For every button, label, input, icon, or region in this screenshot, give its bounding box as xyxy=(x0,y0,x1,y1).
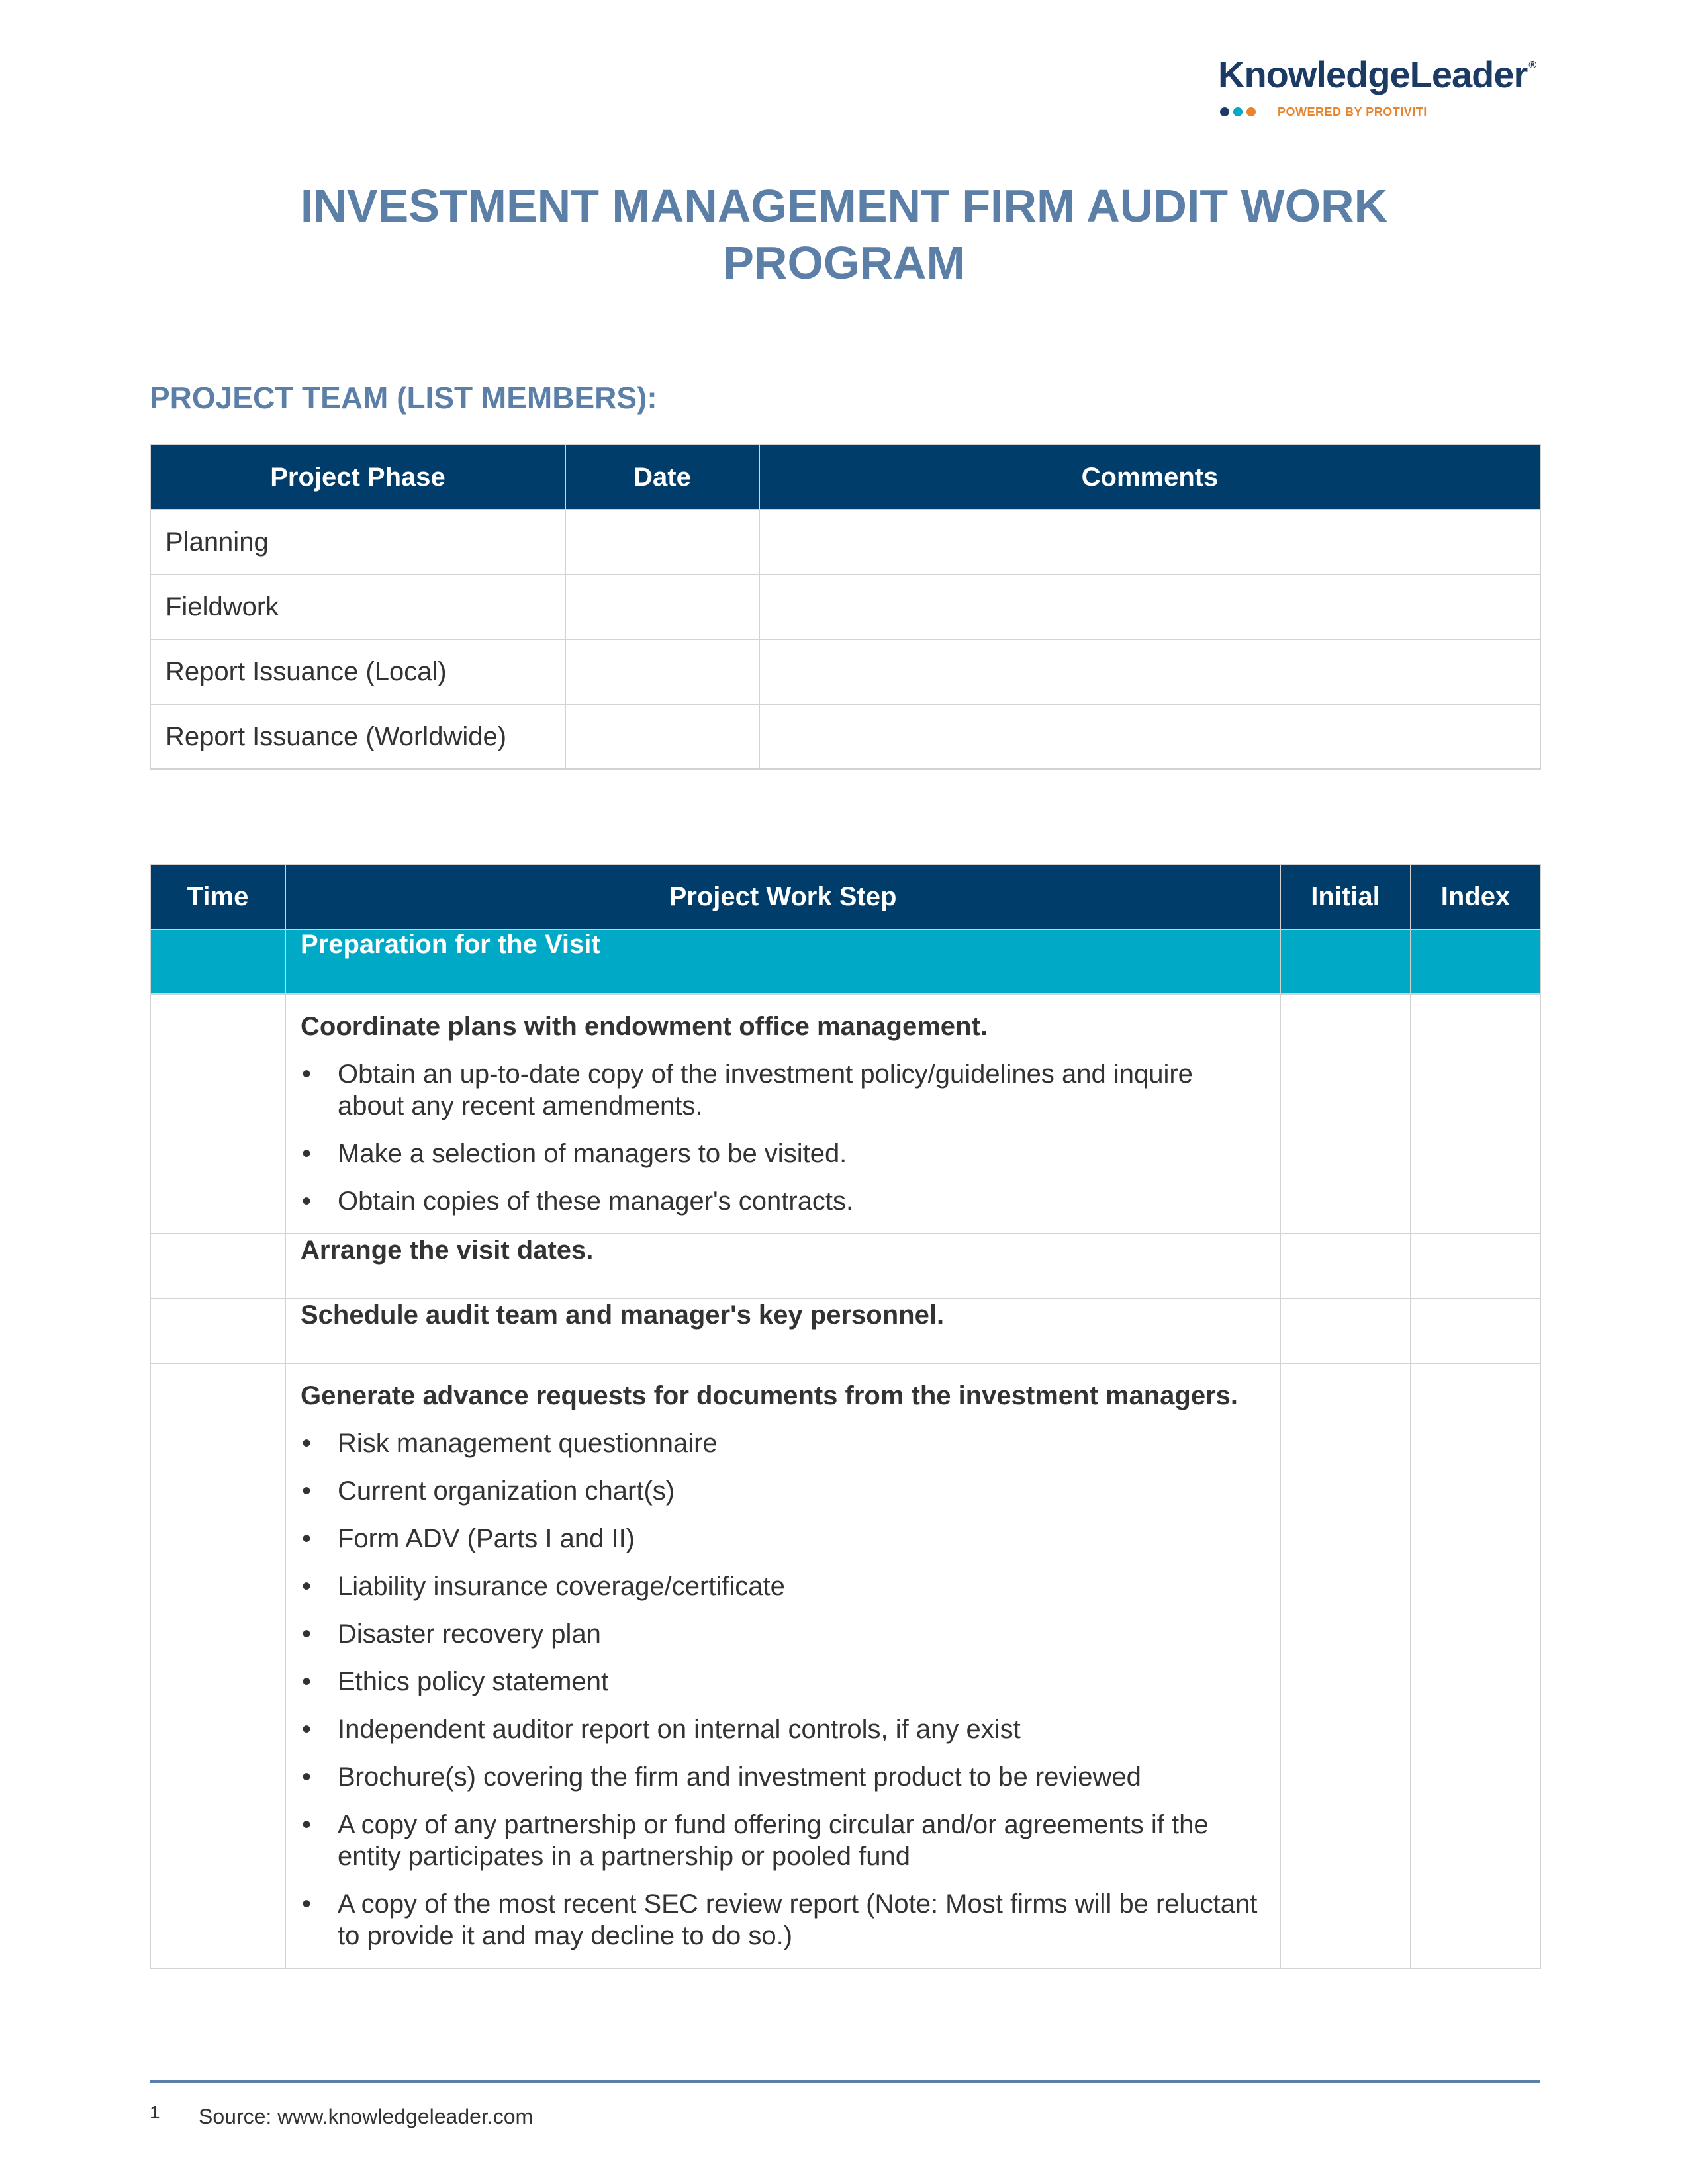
table-row xyxy=(150,1298,1540,1363)
column-header-date: Date xyxy=(565,445,759,510)
list-item: • Obtain an up-to-date copy of the investment policy/guidelines and inquire about any recent amendments. xyxy=(301,1058,1265,1122)
work-step-cell xyxy=(285,994,1280,1234)
date-cell[interactable] xyxy=(565,574,759,639)
initial-cell[interactable] xyxy=(1280,994,1411,1234)
registered-mark: ® xyxy=(1528,60,1536,71)
time-cell[interactable] xyxy=(150,1234,285,1298)
step-title: Coordinate plans with endowment office management. xyxy=(301,1012,988,1041)
index-cell[interactable] xyxy=(1411,994,1540,1234)
phase-cell: Planning xyxy=(150,510,565,574)
comments-cell[interactable] xyxy=(759,704,1540,769)
logo-tagline: POWERED BY PROTIVITI xyxy=(1278,105,1427,118)
list-item: • Ethics policy statement xyxy=(301,1666,1265,1698)
index-cell[interactable] xyxy=(1411,1234,1540,1298)
page-number: 1 xyxy=(150,2102,160,2122)
step-bullet-list xyxy=(301,1428,1265,1952)
initial-cell[interactable] xyxy=(1280,1298,1411,1363)
step-title: Schedule audit team and manager's key personnel. xyxy=(301,1300,945,1330)
step-title: Generate advance requests for documents from the investment managers. xyxy=(301,1381,1238,1410)
table-row xyxy=(150,1363,1540,1968)
source-footnote: Source: www.knowledgeleader.com xyxy=(199,2105,534,2128)
table-row xyxy=(150,639,1540,704)
list-item: • Brochure(s) covering the firm and investment product to be reviewed xyxy=(301,1761,1265,1793)
logo-dot-icon xyxy=(1246,107,1256,116)
initial-cell[interactable] xyxy=(1280,1363,1411,1968)
comments-cell[interactable] xyxy=(759,639,1540,704)
list-item: • Form ADV (Parts I and II) xyxy=(301,1523,1265,1555)
list-item: • A copy of any partnership or fund offering circular and/or agreements if the entity participates in a partnership or pooled fund xyxy=(301,1809,1265,1872)
list-item: • Make a selection of managers to be visited. xyxy=(301,1138,1265,1169)
list-item: • Disaster recovery plan xyxy=(301,1618,1265,1650)
comments-cell[interactable] xyxy=(759,574,1540,639)
work-step-cell xyxy=(285,1234,1280,1298)
time-cell[interactable] xyxy=(150,1363,285,1968)
table-row xyxy=(150,510,1540,574)
document-title: INVESTMENT MANAGEMENT FIRM AUDIT WORK PROGRAM xyxy=(300,180,1388,289)
work-step-cell xyxy=(285,1363,1280,1968)
index-cell[interactable] xyxy=(1411,1363,1540,1968)
date-cell[interactable] xyxy=(565,510,759,574)
column-header-time: Time xyxy=(150,864,285,929)
table-header-row xyxy=(150,445,1540,510)
phase-cell: Report Issuance (Worldwide) xyxy=(150,704,565,769)
phase-cell: Report Issuance (Local) xyxy=(150,639,565,704)
table-row xyxy=(150,574,1540,639)
table-row xyxy=(150,994,1540,1234)
column-header-comments: Comments xyxy=(759,445,1540,510)
column-header-initial: Initial xyxy=(1280,864,1411,929)
list-item: • Liability insurance coverage/certificate xyxy=(301,1570,1265,1602)
list-item: • Risk management questionnaire xyxy=(301,1428,1265,1459)
index-cell xyxy=(1411,929,1540,994)
comments-cell[interactable] xyxy=(759,510,1540,574)
table-header-row xyxy=(150,864,1540,929)
phase-cell: Fieldwork xyxy=(150,574,565,639)
logo-wordmark xyxy=(1218,53,1536,96)
work-step-cell xyxy=(285,1298,1280,1363)
section-label: Preparation for the Visit xyxy=(285,929,1280,994)
work-program-table xyxy=(150,864,1541,1969)
logo-dot-icon xyxy=(1220,107,1229,116)
time-cell xyxy=(150,929,285,994)
section-row xyxy=(150,929,1540,994)
date-cell[interactable] xyxy=(565,704,759,769)
time-cell[interactable] xyxy=(150,994,285,1234)
table-row xyxy=(150,704,1540,769)
column-header-index: Index xyxy=(1411,864,1540,929)
project-team-heading: PROJECT TEAM (LIST MEMBERS): xyxy=(150,381,657,415)
list-item: • Obtain copies of these manager's contracts. xyxy=(301,1185,1265,1217)
list-item: • Independent auditor report on internal controls, if any exist xyxy=(301,1713,1265,1745)
initial-cell xyxy=(1280,929,1411,994)
logo-dot-icon xyxy=(1233,107,1243,116)
table-row xyxy=(150,1234,1540,1298)
column-header-project-phase: Project Phase xyxy=(150,445,565,510)
step-title: Arrange the visit dates. xyxy=(301,1236,594,1265)
footer-divider xyxy=(150,2080,1540,2083)
project-phase-table xyxy=(150,444,1541,770)
logo-text: KnowledgeLeader xyxy=(1218,54,1528,95)
time-cell[interactable] xyxy=(150,1298,285,1363)
list-item: • A copy of the most recent SEC review report (Note: Most firms will be reluctant to provide it and may decline to do so.) xyxy=(301,1888,1265,1952)
column-header-project-work-step: Project Work Step xyxy=(285,864,1280,929)
index-cell[interactable] xyxy=(1411,1298,1540,1363)
step-bullet-list xyxy=(301,1058,1265,1217)
initial-cell[interactable] xyxy=(1280,1234,1411,1298)
date-cell[interactable] xyxy=(565,639,759,704)
list-item: • Current organization chart(s) xyxy=(301,1475,1265,1507)
